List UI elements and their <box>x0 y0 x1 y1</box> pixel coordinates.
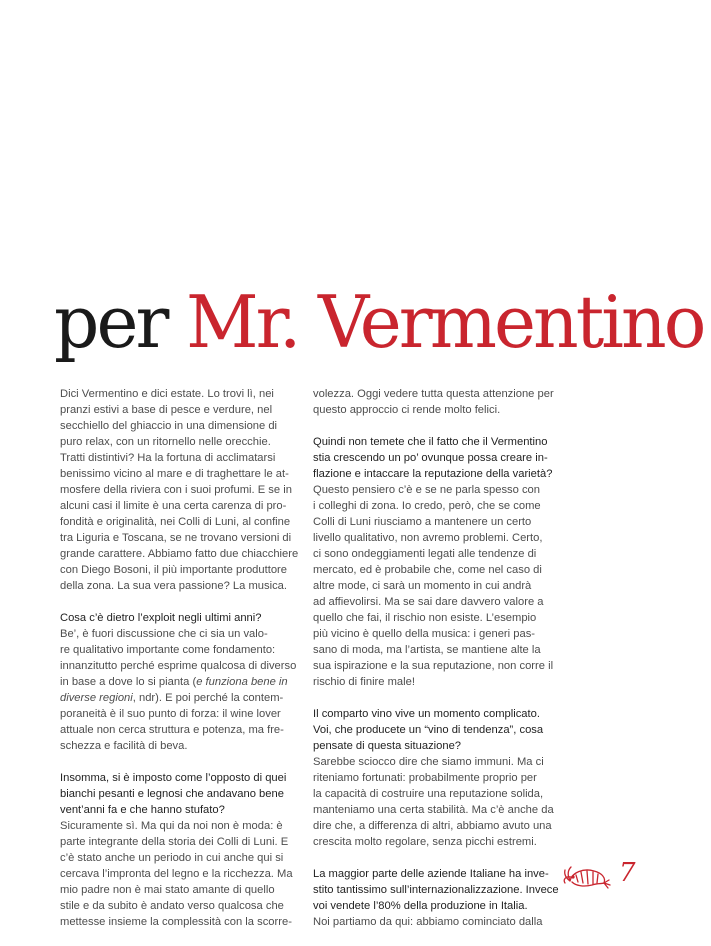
question-line: Cosa c’è dietro l’exploit negli ultimi anni? <box>60 612 262 624</box>
shrimp-icon <box>562 862 614 890</box>
answer-line: mercato, ed è probabile che, come nel caso di <box>313 564 542 576</box>
answer-line: crescita molto regolare, senza picchi estremi. <box>313 836 537 848</box>
article-title <box>54 280 704 364</box>
answer-line: Sarebbe sciocco dire che siamo immuni. Ma ci <box>313 756 544 768</box>
intro-paragraph <box>60 386 300 594</box>
text-line: puro relax, con un ritornello nelle orecchie. <box>60 436 271 448</box>
answer-text: in base a dove lo si pianta ( <box>60 676 197 688</box>
answer-line: sua ispirazione e la sua reputazione, non corre il <box>313 660 554 672</box>
page-number: 7 <box>619 858 636 888</box>
answer-line: innanzitutto perché esprime qualcosa di diverso <box>60 660 297 672</box>
answer-line: dire che, a differenza di altri, abbiamo avuto una <box>313 820 552 832</box>
answer-line: sano di moda, ma l’artista, se mantiene alte la <box>313 644 541 656</box>
answer-line: parte integrante della storia dei Colli di Luni. E <box>60 836 289 848</box>
qa-block-4 <box>313 706 554 850</box>
question-line: pensate di questa situazione? <box>313 740 462 752</box>
answer-line: stile e da subito è andato verso qualcosa che <box>60 900 284 912</box>
text-line: questo approccio ci rende molto felici. <box>313 404 501 416</box>
qa-block-2 <box>60 770 300 930</box>
text-line: della zona. La sua vera passione? La musica. <box>60 580 288 592</box>
answer-line: ad affievolirsi. Ma se sai dare davvero valore a <box>313 596 544 608</box>
text-line: volezza. Oggi vedere tutta questa attenzione per <box>313 388 554 400</box>
answer-line: ci sono ondeggiamenti legati alle tendenze di <box>313 548 537 560</box>
text-line: mosfere della riviera con i suoi profumi. E se in <box>60 484 292 496</box>
question-line: voi vendete l’80% della produzione in Italia. <box>313 900 528 912</box>
text-line: secchiello del ghiaccio in una dimensione di <box>60 420 278 432</box>
continued-paragraph <box>313 386 554 418</box>
answer-line: c’è stato anche un periodo in cui anche qui si <box>60 852 284 864</box>
answer-line: livello qualitativo, non avremo problemi. Certo, <box>313 532 543 544</box>
left-column <box>60 386 300 946</box>
text-line: Dici Vermentino e dici estate. Lo trovi lì, nei <box>60 388 274 400</box>
answer-line: Sicuramente sì. Ma qui da noi non è moda: è <box>60 820 283 832</box>
question-line: flazione e intaccare la reputazione della varietà? <box>313 468 553 480</box>
right-column <box>313 386 559 946</box>
question-line: Insomma, si è imposto come l’opposto di quei <box>60 772 287 784</box>
answer-line: re qualitativo importante come fondamento: <box>60 644 276 656</box>
text-line: alcuni casi il limite è una certa carenza di pro- <box>60 500 287 512</box>
title-word-per: per <box>54 280 167 364</box>
editor-note-italic: diverse regioni <box>60 692 133 704</box>
answer-line: più vicino è quello della musica: i generi pas- <box>313 628 536 640</box>
answer-line: la capacità di costruire una reputazione solida, <box>313 788 544 800</box>
answer-line: schezza e facilità di beva. <box>60 740 188 752</box>
text-line: Tratti distintivi? Ha la fortuna di acclimatarsi <box>60 452 276 464</box>
text-line: tra Liguria e Toscana, se ne trovano versioni di <box>60 532 292 544</box>
answer-line: manteniamo una certa stabilità. Ma c’è anche da <box>313 804 554 816</box>
answer-line: altre mode, ci sarà un momento in cui andrà <box>313 580 532 592</box>
question-line: Il comparto vino vive un momento complicato. <box>313 708 540 720</box>
answer-line: poraneità è il suo punto di forza: il wine lover <box>60 708 281 720</box>
answer-line: i colleghi di zona. Io credo, però, che se come <box>313 500 541 512</box>
question-line: stito tantissimo sull’internazionalizzazione. Invece <box>313 884 559 896</box>
answer-line: Colli di Luni riusciamo a mantenere un certo <box>313 516 532 528</box>
text-line: fondità e originalità, nei Colli di Luni, al confine <box>60 516 291 528</box>
page-footer <box>562 858 652 898</box>
title-word-mr-vermentino: Mr. Vermentino <box>186 280 704 364</box>
answer-text: , ndr). E poi perché la contem- <box>132 692 284 704</box>
editor-note-italic: e funziona bene in <box>196 676 288 688</box>
text-line: benissimo vicino al mare e di traghettare le at- <box>60 468 289 480</box>
question-line: La maggior parte delle aziende Italiane ha inve- <box>313 868 549 880</box>
answer-line: Noi partiamo da qui: abbiamo cominciato dalla <box>313 916 543 928</box>
answer-line <box>60 690 300 706</box>
answer-line: Questo pensiero c’è e se ne parla spesso con <box>313 484 540 496</box>
answer-line <box>60 674 300 690</box>
answer-line: attuale non cerca struttura e potenza, ma fre- <box>60 724 284 736</box>
question-line: Voi, che producete un “vino di tendenza”, cosa <box>313 724 544 736</box>
text-line: grande carattere. Abbiamo fatto due chiacchiere <box>60 548 299 560</box>
answer-line: rischio di finire male! <box>313 676 415 688</box>
question-line: bianchi pesanti e legnosi che andavano bene <box>60 788 284 800</box>
text-line: pranzi estivi a base di pesce e verdure, nel <box>60 404 273 416</box>
text-line: con Diego Bosoni, il più importante produttore <box>60 564 287 576</box>
answer-line: cercava l’impronta del legno e la ricchezza. Ma <box>60 868 293 880</box>
question-line: stia crescendo un po’ ovunque possa creare in- <box>313 452 548 464</box>
qa-block-3 <box>313 434 554 690</box>
question-line: vent’anni fa e che hanno stufato? <box>60 804 225 816</box>
answer-line: Be’, è fuori discussione che ci sia un valo- <box>60 628 268 640</box>
answer-line: riteniamo fortunati: probabilmente proprio per <box>313 772 537 784</box>
question-line: Quindi non temete che il fatto che il Vermentino <box>313 436 548 448</box>
qa-block-1 <box>60 610 300 754</box>
answer-line: mettesse insieme la complessità con la scorre- <box>60 916 292 928</box>
qa-block-5 <box>313 866 559 930</box>
answer-line: mio padre non è mai stato amante di quello <box>60 884 275 896</box>
answer-line: quello che fai, il rischio non esiste. L’esempio <box>313 612 537 624</box>
